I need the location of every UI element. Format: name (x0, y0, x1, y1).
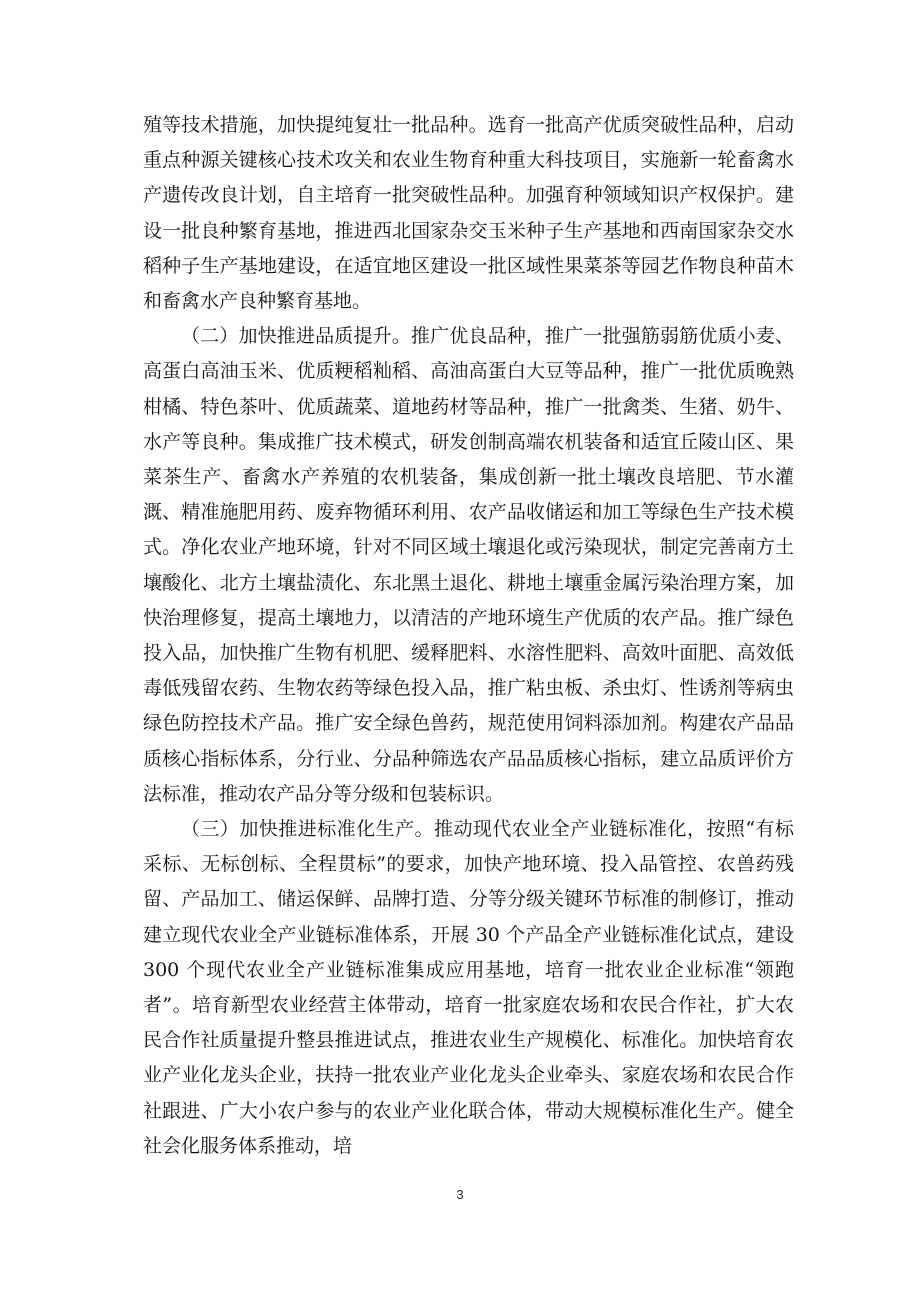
body-text (143, 108, 794, 1164)
page-number: 3 (456, 1187, 464, 1202)
paragraph-standardized-production: （三）加快推进标准化生产。推动现代农业全产业链标准化，按照“有标采标、无标创标、全程贯标”的要求，加快产地环境、投入品管控、农兽药残留、产品加工、储运保鲜、品牌打造、分等分级关键环节标准的制修订，推动建立现代农业全产业链标准体系，开展 30 个产品全产业链标准化试点，建设 300 个现代农业全产业链标准集成应用基地，培育一批农业企业标准“领跑者”。培育新型农业经营主体带动，培育一批家庭农场和农民合作社，扩大农民合作社质量提升整县推进试点，推进农业生产规模化、标准化。加快培育农业产业化龙头企业，扶持一批农业产业化龙头企业牵头、家庭农场和农民合作社跟进、广大小农户参与的农业产业化联合体，带动大规模标准化生产。健全社会化服务体系推动，培 (143, 818, 794, 1157)
paragraph-quality-improvement: （二）加快推进品质提升。推广优良品种，推广一批强筋弱筋优质小麦、高蛋白高油玉米、优质粳稻籼稻、高油高蛋白大豆等品种，推广一批优质晚熟柑橘、特色茶叶、优质蔬菜、道地药材等品种，推广一批禽类、生猪、奶牛、水产等良种。集成推广技术模式，研发创制高端农机装备和适宜丘陵山区、果菜茶生产、畜禽水产养殖的农机装备，集成创新一批土壤改良培肥、节水灌溉、精准施肥用药、废弃物循环利用、农产品收储运和加工等绿色生产技术模式。净化农业产地环境，针对不同区域土壤退化或污染现状，制定完善南方土壤酸化、北方土壤盐渍化、东北黑土退化、耕地土壤重金属污染治理方案，加快治理修复，提高土壤地力，以清洁的产地环境生产优质的农产品。推广绿色投入品，加快推广生物有机肥、缓释肥料、水溶性肥料、高效叶面肥、高效低毒低残留农药、生物农药等绿色投入品，推广粘虫板、杀虫灯、性诱剂等病虫绿色防控技术产品。推广安全绿色兽药，规范使用饲料添加剂。构建农产品品质核心指标体系，分行业、分品种筛选农产品品质核心指标，建立品质评价方法标准，推动农产品分等分级和包装标识。 (143, 325, 794, 805)
paragraph-continuation: 殖等技术措施，加快提纯复壮一批品种。选育一批高产优质突破性品种，启动重点种源关键核心技术攻关和农业生物育种重大科技项目，实施新一轮畜禽水产遗传改良计划，自主培育一批突破性品种。加强育种领域知识产权保护。建设一批良种繁育基地，推进西北国家杂交玉米种子生产基地和西南国家杂交水稻种子生产基地建设，在适宜地区建设一批区域性果菜茶等园艺作物良种苗木和畜禽水产良种繁育基地。 (143, 114, 794, 313)
